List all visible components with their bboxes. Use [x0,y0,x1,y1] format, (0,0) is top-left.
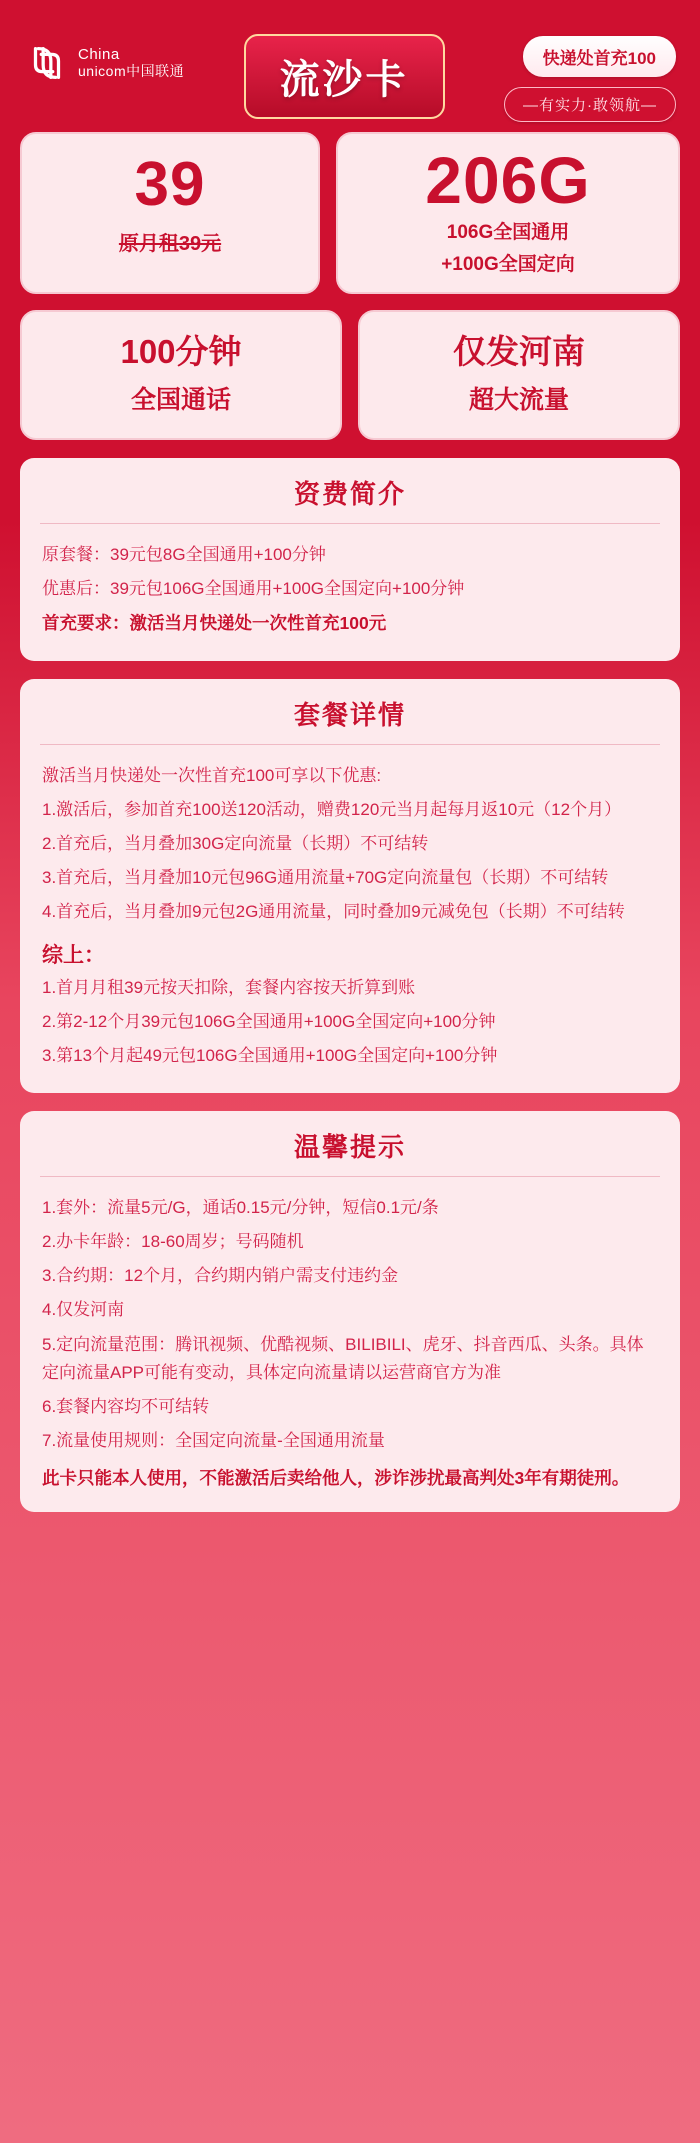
details-panel-title: 套餐详情 [293,699,406,730]
tips-item: 5.定向流量范围：腾讯视频、优酷视频、BILIBILI、虎牙、抖音西瓜、头条。具体定向流量APP可能有变动，具体定向流量请以运营商官方为准 [42,1334,644,1382]
header-badges [504,22,676,122]
region-card [358,310,680,440]
badge-slogan: —有实力·敢领航— [504,87,676,122]
tariff-panel-title: 资费简介 [293,478,406,509]
details-item: 3.首充后，当月叠加10元包96G通用流量+70G定向流量包（长期）不可结转 [42,868,609,888]
brand-name [78,46,184,81]
price-original: 原月租39元 [118,233,222,256]
tips-item: 3.合约期：12个月，合约期内销户需支付违约金 [42,1266,399,1286]
tips-panel [20,1111,680,1511]
data-value: 206G [425,143,591,217]
details-summary-item: 2.第2-12个月39元包106G全国通用+100G全国定向+100分钟 [42,1012,496,1032]
tips-panel-title: 温馨提示 [293,1132,406,1163]
tariff-line: 原套餐：39元包8G全国通用+100分钟 [42,544,326,564]
price-card [20,132,320,294]
details-item: 1.激活后，参加首充100送120活动，赠费120元当月起每月返10元（12个月） [42,800,622,819]
price-value: 39 [134,150,206,219]
badge-first-recharge: 快递处首充100 [523,36,676,77]
data-card [336,132,680,294]
divider [40,744,660,745]
page-title: 流沙卡 [244,34,445,119]
voice-card [20,310,342,440]
tariff-requirement: 首充要求：激活当月快递处一次性首充100元 [42,613,387,634]
poster-header [20,18,680,114]
divider [40,1176,660,1177]
tips-item: 4.仅发河南 [42,1300,125,1320]
details-intro: 激活当月快递处一次性首充100可享以下优惠: [42,765,382,785]
tips-item: 7.流量使用规则：全国定向流量-全国通用流量 [42,1430,385,1450]
data-detail-general: 106G全国通用 [446,222,570,244]
tips-item: 6.套餐内容均不可结转 [42,1396,210,1416]
details-summary-item: 3.第13个月起49元包106G全国通用+100G全国定向+100分钟 [42,1046,498,1066]
data-detail-directional: +100G全国定向 [441,253,575,275]
brand-name-line2: unicom中国联通 [78,63,185,79]
tips-item: 1.套外：流量5元/G，通话0.15元/分钟，短信0.1元/条 [42,1198,439,1218]
tips-item: 2.办卡年龄：18-60周岁；号码随机 [42,1232,304,1252]
details-panel [20,679,680,1093]
details-item: 4.首充后，当月叠加9元包2G通用流量，同时叠加9元减免包（长期）不可结转 [42,902,625,922]
unicom-knot-icon [24,40,70,86]
voice-value: 100分钟 [120,333,242,371]
region-value: 仅发河南 [453,333,585,371]
spec-row-primary [20,132,680,294]
voice-label: 全国通话 [130,385,231,414]
legal-warning: 此卡只能本人使用，不能激活后卖给他人，涉诈涉扰最高判处3年有期徒刑。 [42,1467,630,1488]
region-label: 超大流量 [468,385,569,414]
brand-name-line1: China [78,45,120,63]
details-item: 2.首充后，当月叠加30G定向流量（长期）不可结转 [42,834,429,854]
tariff-line: 优惠后：39元包106G全国通用+100G全国定向+100分钟 [42,579,465,599]
divider [40,523,660,524]
brand-logo [24,22,184,86]
details-summary-item: 1.首月月租39元按天扣除，套餐内容按天折算到账 [42,978,416,998]
tariff-panel [20,458,680,661]
details-summary-heading: 综上： [42,944,105,968]
spec-row-secondary [20,310,680,440]
